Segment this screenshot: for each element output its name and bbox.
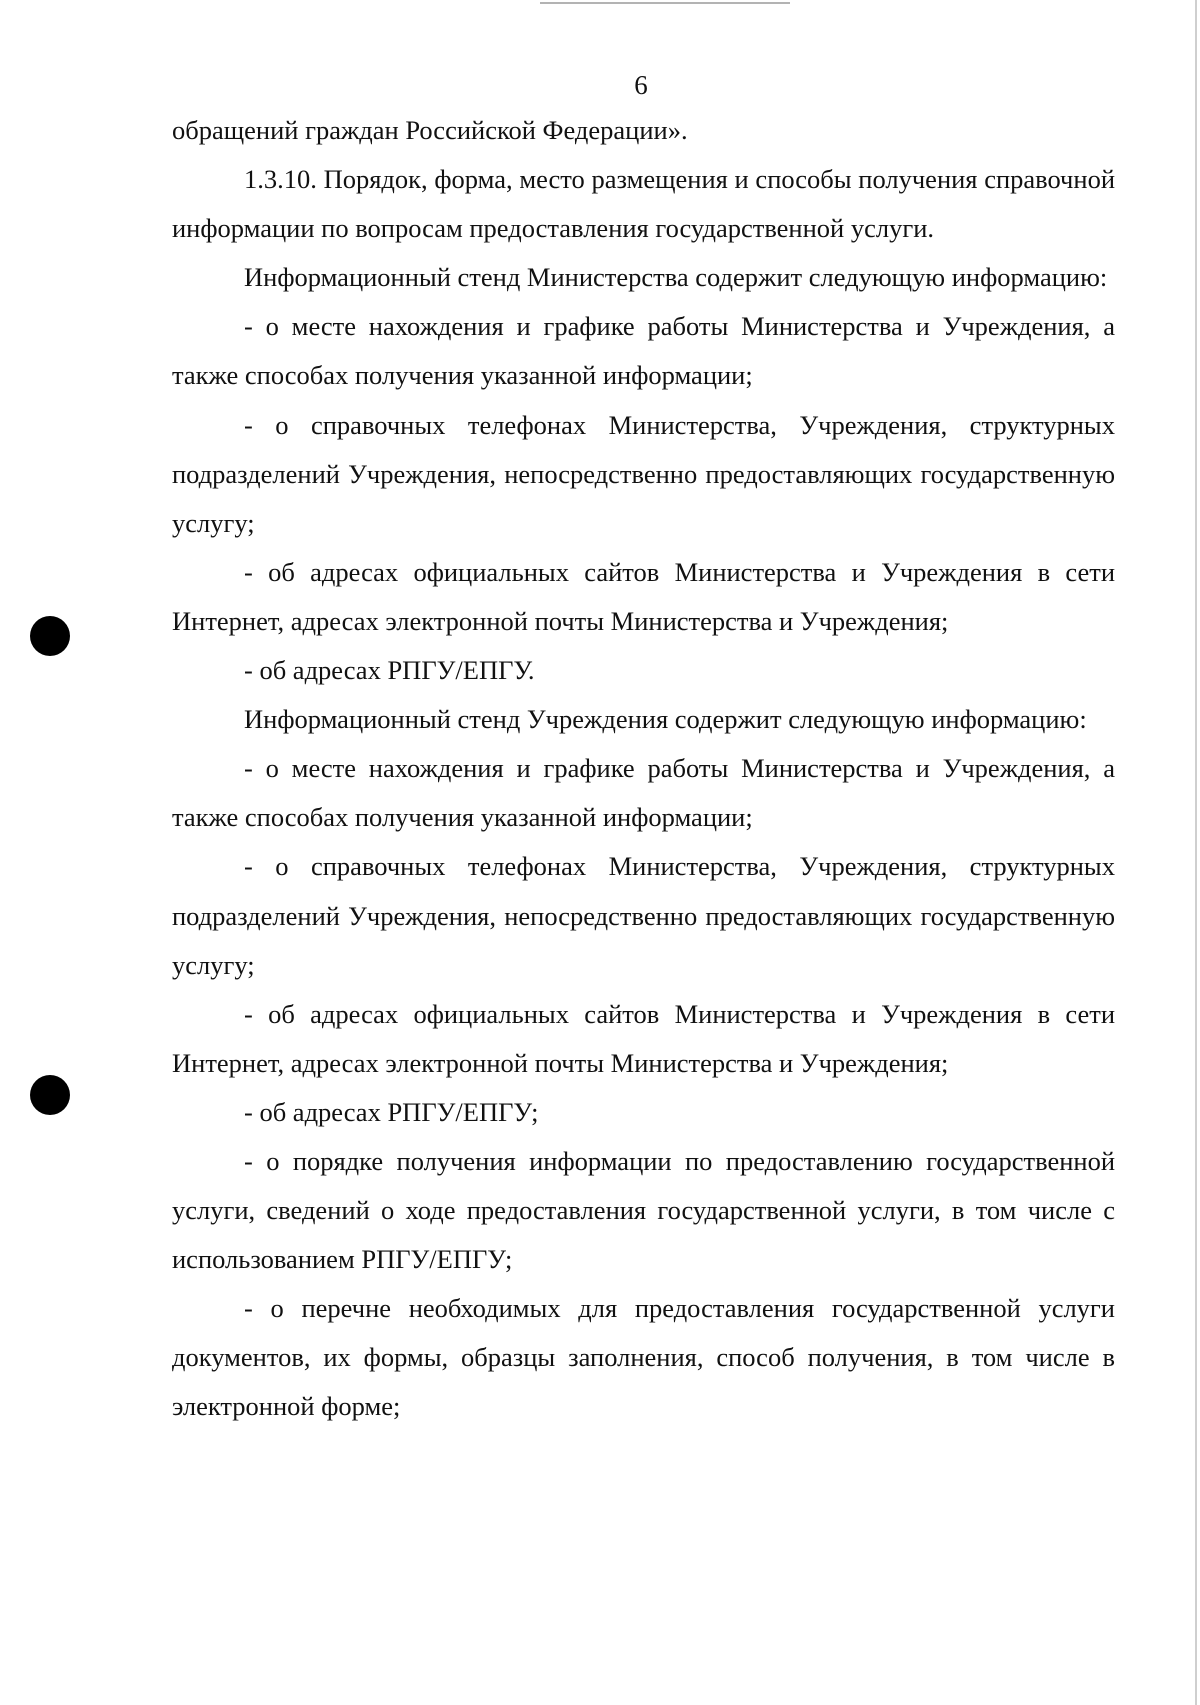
list-item: - о порядке получения информации по предоставлению государственной услуги, сведений о ходе предоставления государственной услуги, в том числе с использованием РПГУ/ЕПГУ; [172, 1145, 1115, 1275]
paragraph: обращений граждан Российской Федерации». [172, 115, 688, 145]
list-item: - о справочных телефонах Министерства, Учреждения, структурных подразделений Учреждения, непосредственно предоставляющих государственную услугу; [172, 409, 1115, 538]
list-item: - о месте нахождения и графике работы Министерства и Учреждения, а также способах получения указанной информации; [172, 753, 1115, 833]
punch-hole-top [30, 616, 70, 656]
list-item: - о справочных телефонах Министерства, Учреждения, структурных подразделений Учреждения, непосредственно предоставляющих государственную услугу; [172, 851, 1115, 980]
section-heading-1-3-10: 1.3.10. Порядок, форма, место размещения и способы получения справочной информации по вопросам предоставления государственной услуги. [172, 164, 1115, 244]
document-body [172, 106, 1115, 1432]
list-item: - о месте нахождения и графике работы Министерства и Учреждения, а также способах получения указанной информации; [172, 311, 1115, 391]
paragraph: Информационный стенд Учреждения содержит следующую информацию: [244, 704, 1087, 735]
page-number: 6 [634, 70, 648, 100]
punch-hole-bottom [30, 1075, 70, 1115]
list-item: - об адресах официальных сайтов Министерства и Учреждения в сети Интернет, адресах электронной почты Министерства и Учреждения; [172, 998, 1115, 1078]
list-item: - об адресах РПГУ/ЕПГУ; [244, 1096, 539, 1127]
list-item: - об адресах РПГУ/ЕПГУ. [244, 655, 535, 686]
paragraph: Информационный стенд Министерства содержит следующую информацию: [244, 262, 1108, 293]
list-item: - об адресах официальных сайтов Министерства и Учреждения в сети Интернет, адресах электронной почты Министерства и Учреждения; [172, 556, 1115, 636]
list-item: - о перечне необходимых для предоставления государственной услуги документов, их формы, образцы заполнения, способ получения, в том числе в электронной форме; [172, 1293, 1115, 1422]
